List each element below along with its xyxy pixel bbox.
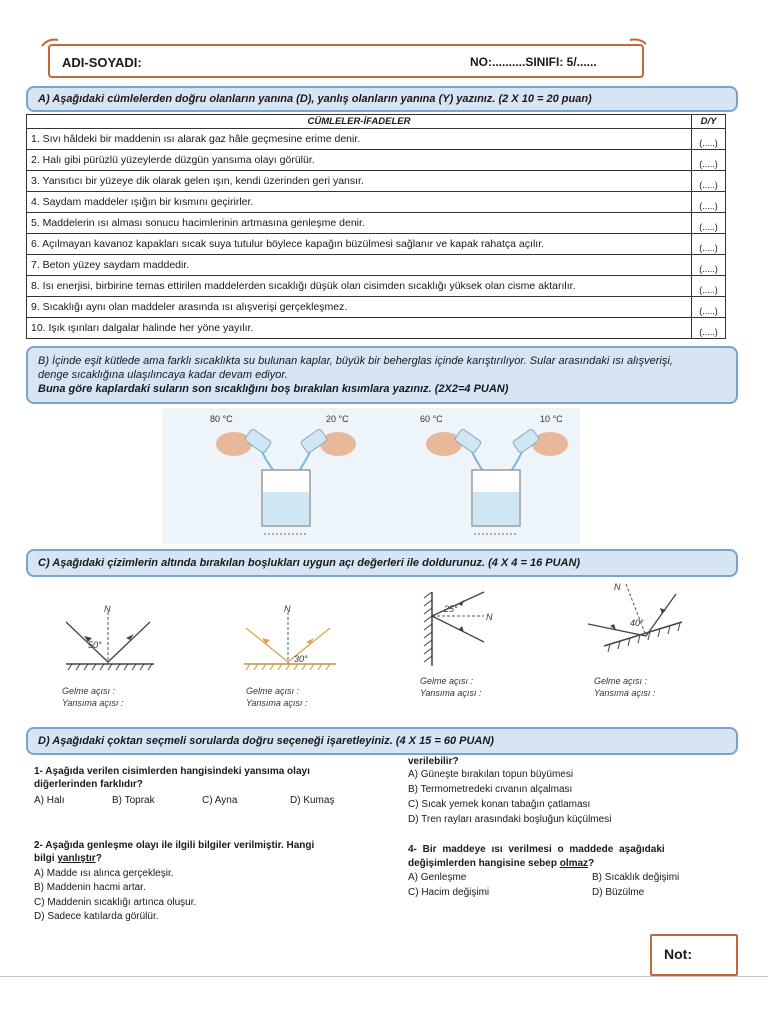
section-b-line2: denge sıcaklığına ulaşılıncaya kadar devam ediyor. [38, 369, 288, 381]
temperature-label: 20 °C [326, 414, 349, 424]
normal-label: N [614, 582, 621, 592]
temperature-label: 10 °C [540, 414, 563, 424]
incident-angle-label: Gelme açısı : [246, 686, 300, 696]
normal-label: N [104, 604, 111, 614]
number-class-label: NO:..........SINIFI: 5/...... [470, 55, 597, 69]
section-b-line1: B) İçinde eşit kütlede ama farklı sıcaklıkta su bulunan kaplar, büyük bir beherglas içinde karıştırılıyor. Sular arasındaki ısı alışverişi, [38, 355, 673, 367]
answer-blank[interactable]: (.....) [692, 255, 726, 276]
reflection-diagram-3 [414, 586, 514, 676]
question-1-stem: 1- Aşağıda verilen cisimlerden hangisindeki yansıma olayı [34, 766, 310, 777]
option-b[interactable]: B) Sıcaklık değişimi [592, 872, 680, 883]
beaker-illustration [162, 408, 580, 544]
table-row [27, 213, 726, 234]
table-row [27, 150, 726, 171]
temperature-label: 80 °C [210, 414, 233, 424]
statement-text: 6. Açılmayan kavanoz kapakları sıcak suya tutulur böylece kapağın büzülmesi sağlanır ve kapak rahatça açılır. [27, 234, 692, 255]
table-row [27, 255, 726, 276]
table-row [27, 129, 726, 150]
table-row [27, 171, 726, 192]
reflection-diagram-1 [56, 598, 166, 676]
statements-header: CÜMLELER-İFADELER [27, 115, 692, 129]
statement-text: 9. Sıcaklığı aynı olan maddeler arasında ısı alışverişi gerçekleşmez. [27, 297, 692, 318]
option-a[interactable]: A) Halı [34, 795, 65, 806]
option-b[interactable]: B) Toprak [112, 795, 155, 806]
question-4-stem-post: ? [588, 858, 595, 869]
section-c-instruction: C) Aşağıdaki çizimlerin altında bırakılan boşlukları uygun açı değerleri ile doldurunuz. (4 X 4 = 16 PUAN) [26, 549, 738, 577]
option-c[interactable]: C) Maddenin sıcaklığı artınca oluşur. [34, 897, 197, 908]
statement-text: 8. Isı enerjisi, birbirine temas ettirilen maddelerden sıcaklığı düşük olan cisimden sıcaklığı yüksek olan cisme aktarılır. [27, 276, 692, 297]
option-c[interactable]: C) Hacim değişimi [408, 887, 490, 898]
option-d[interactable]: D) Kumaş [290, 795, 335, 806]
true-false-table [26, 114, 726, 339]
section-d-instruction: D) Aşağıdaki çoktan seçmeli sorularda doğru seçeneği işaretleyiniz. (4 X 15 = 60 PUAN) [26, 727, 738, 755]
table-row [27, 318, 726, 339]
pouring-beakers-icon [162, 408, 580, 544]
grade-note-box [650, 934, 738, 976]
dy-header: D/Y [692, 115, 726, 129]
section-b-instruction [26, 346, 738, 404]
question-2-stem-2 [34, 853, 102, 865]
student-info-header [48, 44, 644, 78]
incident-angle-label: Gelme açısı : [420, 676, 474, 686]
statement-text: 1. Sıvı hâldeki bir maddenin ısı alarak gaz hâle geçmesine erime denir. [27, 129, 692, 150]
option-a[interactable]: A) Güneşte bırakılan topun büyümesi [408, 769, 574, 780]
angle-value: 30° [294, 654, 308, 664]
table-row [27, 234, 726, 255]
answer-blank[interactable]: (.....) [692, 213, 726, 234]
statement-text: 7. Beton yüzey saydam maddedir. [27, 255, 692, 276]
answer-blank[interactable]: (.....) [692, 234, 726, 255]
question-3-stem-tail: verilebilir? [408, 756, 459, 767]
reflection-diagram-2 [236, 598, 346, 676]
divider [0, 976, 768, 977]
option-c[interactable]: C) Sıcak yemek konan tabağın çatlaması [408, 799, 591, 810]
question-4-stem-2 [408, 858, 594, 870]
incident-angle-label: Gelme açısı : [594, 676, 648, 686]
table-row [27, 276, 726, 297]
option-d[interactable]: D) Büzülme [592, 887, 645, 898]
name-label: ADI-SOYADI: [62, 55, 142, 70]
normal-label: N [486, 612, 493, 622]
option-d[interactable]: D) Sadece katılarda görülür. [34, 911, 159, 922]
reflection-angle-label: Yansıma açısı : [420, 688, 482, 698]
question-2-stem-post: ? [95, 853, 102, 864]
statement-text: 4. Saydam maddeler ışığın bir kısmını geçirirler. [27, 192, 692, 213]
statement-text: 2. Halı gibi pürüzlü yüzeylerde düzgün yansıma olayı görülür. [27, 150, 692, 171]
statement-text: 10. Işık ışınları dalgalar halinde her yöne yayılır. [27, 318, 692, 339]
table-row [27, 192, 726, 213]
question-2-stem-pre: bilgi [34, 853, 58, 864]
table-row [27, 297, 726, 318]
normal-label: N [284, 604, 291, 614]
answer-blank[interactable]: (.....) [692, 318, 726, 339]
incident-angle-label: Gelme açısı : [62, 686, 116, 696]
angle-value: 50° [88, 640, 102, 650]
answer-blank[interactable]: (.....) [692, 192, 726, 213]
question-4-stem: 4- Bir maddeye ısı verilmesi o maddede aşağıdaki [408, 844, 665, 855]
answer-blank[interactable]: (.....) [692, 297, 726, 318]
answer-blank[interactable]: (.....) [692, 150, 726, 171]
answer-blank[interactable]: (.....) [692, 171, 726, 192]
angle-value: 40° [630, 618, 644, 628]
temperature-label: 60 °C [420, 414, 443, 424]
option-c[interactable]: C) Ayna [202, 795, 238, 806]
option-a[interactable]: A) Madde ısı alınca gerçekleşir. [34, 868, 174, 879]
option-b[interactable]: B) Termometredeki cıvanın alçalması [408, 784, 573, 795]
option-a[interactable]: A) Genleşme [408, 872, 467, 883]
angle-value: 25° [444, 604, 458, 614]
statement-text: 3. Yansıtıcı bir yüzeye dik olarak gelen ışın, kendi üzerinden geri yansır. [27, 171, 692, 192]
note-label: Not: [664, 946, 692, 962]
statement-text: 5. Maddelerin ısı alması sonucu hacimlerinin artmasına genleşme denir. [27, 213, 692, 234]
question-4-emphasis: olmaz [559, 858, 589, 869]
option-d[interactable]: D) Tren rayları arasındaki boşluğun küçülmesi [408, 814, 612, 825]
answer-blank[interactable]: (.....) [692, 276, 726, 297]
reflection-angle-label: Yansıma açısı : [594, 688, 656, 698]
reflection-angle-label: Yansıma açısı : [246, 698, 308, 708]
section-a-instruction: A) Aşağıdaki cümlelerden doğru olanların yanına (D), yanlış olanların yanına (Y) yazınız. (2 X 10 = 20 puan) [26, 86, 738, 112]
section-b-line3: Buna göre kaplardaki suların son sıcaklığını boş bırakılan kısımlara yazınız. (2X2=4 PUAN) [38, 383, 509, 395]
question-2-stem: 2- Aşağıda genleşme olayı ile ilgili bilgiler verilmiştir. Hangi [34, 840, 315, 851]
reflection-angle-label: Yansıma açısı : [62, 698, 124, 708]
answer-blank[interactable]: (.....) [692, 129, 726, 150]
option-b[interactable]: B) Maddenin hacmi artar. [34, 882, 146, 893]
question-1-stem-2: diğerlerinden farklıdır? [34, 779, 143, 790]
question-2-emphasis: yanlıştır [57, 853, 96, 864]
question-4-stem-pre: değişimlerden hangisine sebep [408, 858, 560, 869]
